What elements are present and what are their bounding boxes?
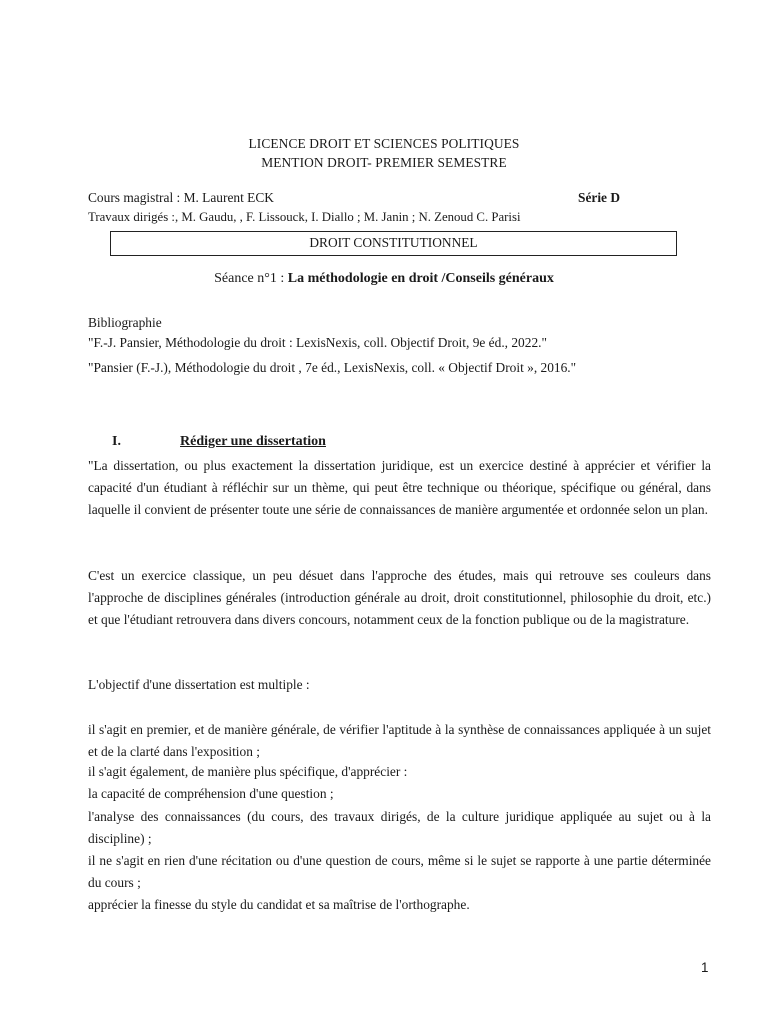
course-magistral: Cours magistral : M. Laurent ECK <box>88 190 274 205</box>
paragraph-9: apprécier la finesse du style du candidat et sa maîtrise de l'orthographe. <box>88 897 470 912</box>
page-number: 1 <box>701 960 709 975</box>
paragraph-3: L'objectif d'une dissertation est multiple : <box>88 677 310 692</box>
paragraph-7: l'analyse des connaissances (du cours, des travaux dirigés, de la culture juridique appliquée au sujet ou à la discipline) ; <box>88 809 711 846</box>
paragraph-2: C'est un exercice classique, un peu désuet dans l'approche des études, mais qui retrouve ses couleurs dans l'approche de disciplines générales (introduction générale au droit, droit constitutionnel, philosophie du droit, etc.) et que l'étudiant retrouvera dans divers concours, notamment ceux de la fonction publique ou de la magistrature. <box>88 568 711 627</box>
section-number: I. <box>112 434 121 449</box>
seance-title <box>0 271 768 287</box>
seance-prefix: Séance n°1 : <box>214 271 288 286</box>
seance-name: La méthodologie en droit /Conseils généraux <box>287 271 554 286</box>
subject-title: DROIT CONSTITUTIONNEL <box>309 235 478 250</box>
paragraph-8: il ne s'agit en rien d'une récitation ou d'une question de cours, même si le sujet se rapporte à une partie déterminée du cours ; <box>88 853 711 890</box>
header-line-1: LICENCE DROIT ET SCIENCES POLITIQUES <box>248 136 520 151</box>
paragraph-5: il s'agit également, de manière plus spécifique, d'apprécier : <box>88 764 408 779</box>
bibliography-item: "F.-J. Pansier, Méthodologie du droit : LexisNexis, coll. Objectif Droit, 9e éd., 2022." <box>88 335 547 350</box>
paragraph-1: "La dissertation, ou plus exactement la dissertation juridique, est un exercice destiné à apprécier et vérifier la capacité d'un étudiant à réfléchir sur un thème, qui peut être technique ou théorique, spécifique ou général, dans laquelle il convient de présenter toute une série de connaissances de manière argumentée et ordonnée selon un plan. <box>88 458 711 517</box>
bibliography-item: "Pansier (F.-J.), Méthodologie du droit , 7e éd., LexisNexis, coll. « Objectif Droit », 2016." <box>88 360 577 375</box>
header-line-2: MENTION DROIT- PREMIER SEMESTRE <box>261 155 507 170</box>
paragraph-6: la capacité de compréhension d'une question ; <box>88 786 334 801</box>
subject-box <box>110 231 677 256</box>
section-title: Rédiger une dissertation <box>180 434 326 449</box>
serie-label: Série D <box>578 190 621 205</box>
course-td: Travaux dirigés :, M. Gaudu, , F. Lissouck, I. Diallo ; M. Janin ; N. Zenoud C. Parisi <box>88 210 521 224</box>
bibliography-heading: Bibliographie <box>88 315 162 330</box>
paragraph-4: il s'agit en premier, et de manière générale, de vérifier l'aptitude à la synthèse de connaissances appliquée à un sujet et de la clarté dans l'exposition ; <box>88 722 711 759</box>
